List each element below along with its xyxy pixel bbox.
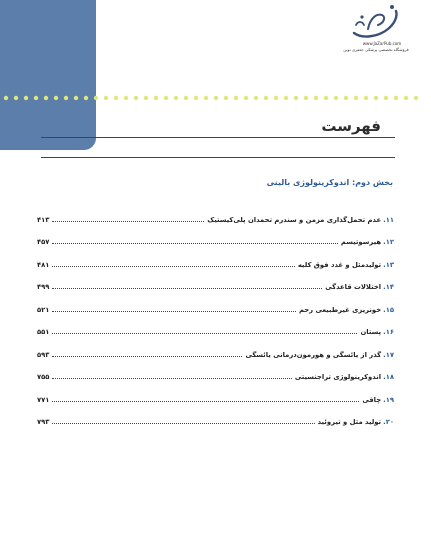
toc-entry[interactable] xyxy=(37,314,394,337)
heading-divider-top xyxy=(41,137,395,138)
toc-entry[interactable] xyxy=(37,381,394,404)
decorative-dot xyxy=(114,96,118,100)
decorative-dot xyxy=(4,96,8,100)
toc-entry-leader xyxy=(52,355,242,357)
toc-entry-page: ۵۹۳ xyxy=(37,350,50,359)
toc-entry-leader xyxy=(52,220,204,222)
toc-entry-title: چاقی xyxy=(362,395,382,404)
decorative-dot xyxy=(194,96,198,100)
decorative-dot xyxy=(354,96,358,100)
toc-entry-leader xyxy=(52,422,314,424)
toc-entry-title: اندوکرینولوژی تراجنسیتی xyxy=(294,373,382,381)
toc-entry[interactable] xyxy=(37,201,394,224)
decorative-dot xyxy=(234,96,238,100)
decorative-dot xyxy=(364,96,368,100)
decorative-dot xyxy=(404,96,408,100)
toc-entry-number: ۱۴. xyxy=(383,283,394,291)
decorative-dot xyxy=(54,96,58,100)
decorative-dot xyxy=(134,96,138,100)
decorative-dot xyxy=(24,96,28,100)
decorative-dot xyxy=(264,96,268,100)
decorative-dot xyxy=(14,96,18,100)
toc-entry[interactable] xyxy=(37,404,394,427)
toc-entry-page: ۵۵۱ xyxy=(37,328,50,336)
decorative-dot xyxy=(204,96,208,100)
decorative-dot xyxy=(414,96,418,100)
toc-entry-leader xyxy=(52,242,337,244)
toc-entry-leader xyxy=(52,400,359,402)
toc-entry-page: ۴۵۷ xyxy=(37,238,50,246)
toc-entry-number: ۱۶. xyxy=(383,328,394,336)
decorative-blue-block xyxy=(0,0,96,150)
toc-entry[interactable] xyxy=(37,291,394,314)
toc-entry-page: ۷۹۳ xyxy=(37,418,50,426)
toc-entry-page: ۴۹۹ xyxy=(37,283,50,291)
decorative-dot xyxy=(344,96,348,100)
decorative-dot xyxy=(284,96,288,100)
toc-entry-leader xyxy=(52,310,296,312)
toc-entry-leader xyxy=(52,332,357,334)
decorative-dot xyxy=(164,96,168,100)
decorative-dot xyxy=(374,96,378,100)
toc-entry[interactable] xyxy=(37,246,394,269)
toc-entry-number: ۱۸. xyxy=(383,373,394,381)
toc-entry-number: ۱۲. xyxy=(383,238,394,246)
toc-entry-title: عدم تحمل‌گذاری مزمن و سندرم تحمدان پلی‌کیستیک xyxy=(207,215,382,224)
page-title: فهرست xyxy=(321,117,381,135)
decorative-dot xyxy=(214,96,218,100)
decorative-dot xyxy=(314,96,318,100)
heading-divider-bottom xyxy=(41,157,395,158)
decorative-dot xyxy=(64,96,68,100)
toc-entry-number: ۲۰. xyxy=(383,418,394,426)
toc-entry-title: هیرسوتیسم xyxy=(340,238,382,246)
decorative-dot-row xyxy=(2,94,423,102)
decorative-dot xyxy=(154,96,158,100)
decorative-dot xyxy=(94,96,98,100)
toc-entry-number: ۱۵. xyxy=(383,305,394,314)
decorative-dot xyxy=(254,96,258,100)
decorative-dot xyxy=(334,96,338,100)
toc-entry-title: تولید مثل و تیروئید xyxy=(317,418,382,426)
publisher-url: www.JaZarPub.com xyxy=(362,41,402,46)
decorative-dot xyxy=(34,96,38,100)
part-title: بخش دوم: اندوکرینولوژی بالینی xyxy=(266,178,393,187)
toc-entry-page: ۴۸۱ xyxy=(37,260,50,269)
decorative-dot xyxy=(144,96,148,100)
toc-entry[interactable] xyxy=(37,359,394,382)
toc-entry-leader xyxy=(52,287,322,289)
toc-list xyxy=(37,201,394,426)
decorative-dot xyxy=(294,96,298,100)
decorative-dot xyxy=(124,96,128,100)
decorative-dot xyxy=(384,96,388,100)
decorative-dot xyxy=(74,96,78,100)
toc-entry-number: ۱۳. xyxy=(383,260,394,269)
toc-entry-page: ۴۱۳ xyxy=(37,215,50,224)
decorative-dot xyxy=(174,96,178,100)
decorative-dot xyxy=(324,96,328,100)
toc-entry-number: ۱۹. xyxy=(383,395,394,404)
toc-entry-page: ۷۵۵ xyxy=(37,373,50,381)
toc-entry-leader xyxy=(52,265,294,267)
toc-entry[interactable] xyxy=(37,269,394,292)
toc-entry-number: ۱۷. xyxy=(383,350,394,359)
decorative-dot xyxy=(44,96,48,100)
toc-entry-page: ۷۷۱ xyxy=(37,395,50,404)
toc-entry-title: خونریزی غیرطبیعی رحم xyxy=(298,305,382,314)
toc-entry[interactable] xyxy=(37,336,394,359)
toc-entry[interactable] xyxy=(37,224,394,247)
toc-entry-title: تولیدمثل و غدد فوق کلیه xyxy=(297,260,382,269)
decorative-dot xyxy=(274,96,278,100)
decorative-dot xyxy=(394,96,398,100)
decorative-dot xyxy=(84,96,88,100)
decorative-dot xyxy=(304,96,308,100)
decorative-dot xyxy=(244,96,248,100)
toc-entry-leader xyxy=(52,377,291,379)
decorative-dot xyxy=(184,96,188,100)
decorative-dot xyxy=(104,96,108,100)
toc-entry-title: پستان xyxy=(360,328,382,336)
toc-entry-number: ۱۱. xyxy=(383,215,394,224)
decorative-dot xyxy=(224,96,228,100)
toc-entry-title: اختلالات قاعدگی xyxy=(325,283,382,291)
toc-entry-title: گذر از یائسگی و هورمون‌درمانی یائسگی xyxy=(245,350,382,359)
publisher-logo-icon xyxy=(348,3,406,43)
publisher-tagline: فروشگاه تخصصی پزشکی جعفری نوین xyxy=(343,47,409,52)
toc-entry-page: ۵۲۱ xyxy=(37,305,50,314)
